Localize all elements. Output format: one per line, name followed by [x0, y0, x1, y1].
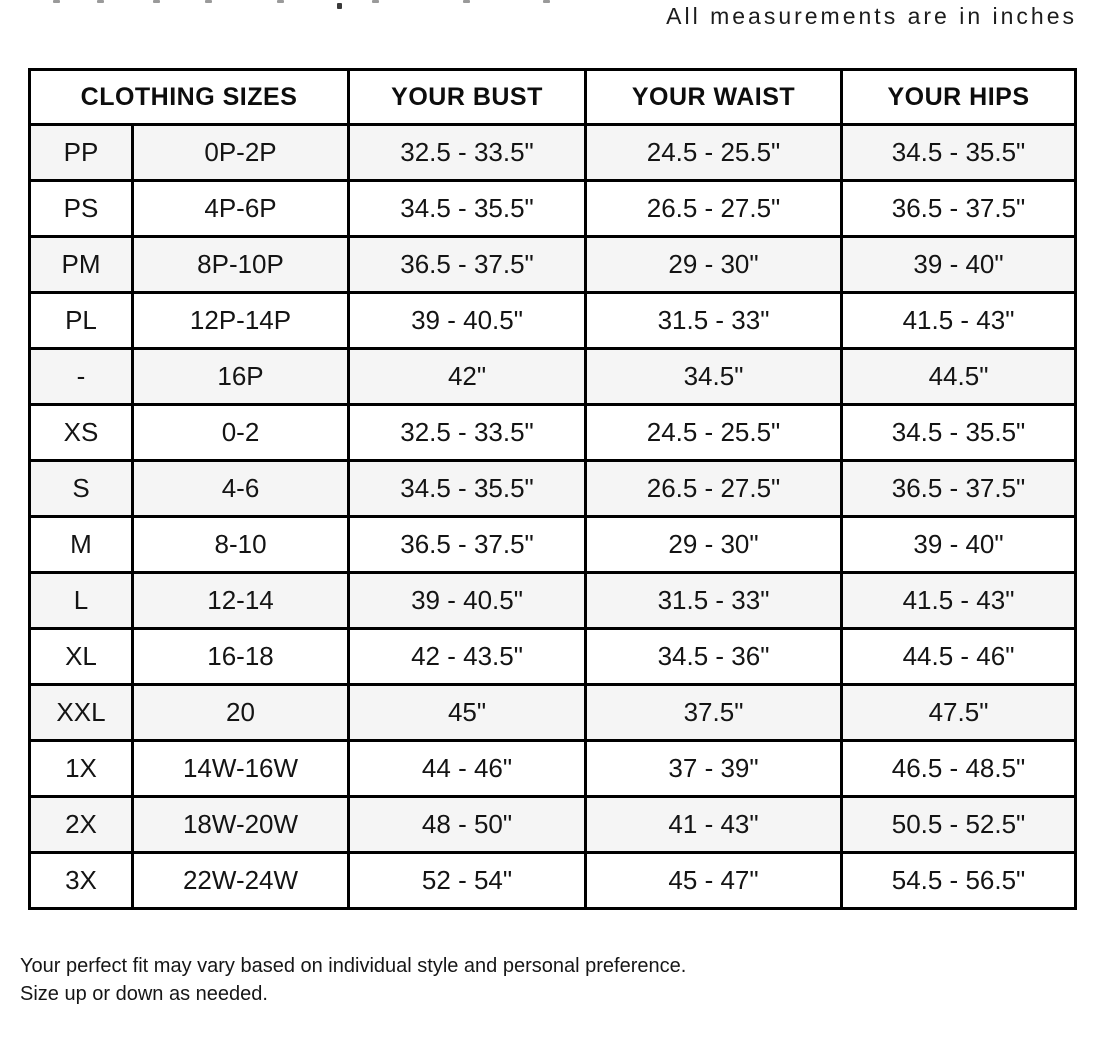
size-range-cell: 22W-24W — [133, 853, 349, 909]
hips-cell: 41.5 - 43" — [842, 573, 1076, 629]
size-range-cell: 4-6 — [133, 461, 349, 517]
waist-cell: 31.5 - 33" — [586, 293, 842, 349]
bust-cell: 42 - 43.5" — [349, 629, 586, 685]
cropped-title-fragment — [372, 0, 379, 3]
cropped-title-fragment — [205, 0, 212, 3]
table-row — [30, 853, 1076, 909]
waist-cell: 34.5 - 36" — [586, 629, 842, 685]
hips-cell: 41.5 - 43" — [842, 293, 1076, 349]
measurement-unit-note: All measurements are in inches — [666, 3, 1077, 29]
size-range-cell: 0-2 — [133, 405, 349, 461]
size-label-cell: PP — [30, 125, 133, 181]
table-row — [30, 629, 1076, 685]
table-row — [30, 237, 1076, 293]
waist-cell: 45 - 47" — [586, 853, 842, 909]
table-row — [30, 685, 1076, 741]
size-label-cell: - — [30, 349, 133, 405]
table-row — [30, 181, 1076, 237]
size-table-body — [30, 125, 1076, 909]
waist-cell: 31.5 - 33" — [586, 573, 842, 629]
hips-cell: 34.5 - 35.5" — [842, 125, 1076, 181]
bust-cell: 48 - 50" — [349, 797, 586, 853]
table-row — [30, 125, 1076, 181]
size-label-cell: 2X — [30, 797, 133, 853]
fit-disclaimer — [20, 952, 686, 1008]
size-label-cell: PL — [30, 293, 133, 349]
hips-cell: 54.5 - 56.5" — [842, 853, 1076, 909]
bust-cell: 34.5 - 35.5" — [349, 181, 586, 237]
size-label-cell: 1X — [30, 741, 133, 797]
size-range-cell: 16P — [133, 349, 349, 405]
waist-cell: 29 - 30" — [586, 237, 842, 293]
size-range-cell: 8-10 — [133, 517, 349, 573]
size-range-cell: 20 — [133, 685, 349, 741]
bust-cell: 52 - 54" — [349, 853, 586, 909]
size-label-cell: PM — [30, 237, 133, 293]
waist-cell: 34.5" — [586, 349, 842, 405]
size-range-cell: 4P-6P — [133, 181, 349, 237]
size-label-cell: S — [30, 461, 133, 517]
bust-cell: 45" — [349, 685, 586, 741]
bust-cell: 39 - 40.5" — [349, 293, 586, 349]
hips-cell: 46.5 - 48.5" — [842, 741, 1076, 797]
cropped-title-fragment — [277, 0, 284, 3]
size-chart-table — [28, 68, 1077, 910]
cropped-title-fragment — [97, 0, 104, 3]
table-row — [30, 405, 1076, 461]
size-range-cell: 8P-10P — [133, 237, 349, 293]
hips-cell: 47.5" — [842, 685, 1076, 741]
waist-cell: 37 - 39" — [586, 741, 842, 797]
size-label-cell: 3X — [30, 853, 133, 909]
size-range-cell: 12-14 — [133, 573, 349, 629]
size-range-cell: 16-18 — [133, 629, 349, 685]
clothing-sizes-header: CLOTHING SIZES — [30, 70, 349, 125]
waist-cell: 24.5 - 25.5" — [586, 125, 842, 181]
cropped-title-fragment — [153, 0, 160, 3]
bust-cell: 34.5 - 35.5" — [349, 461, 586, 517]
size-range-cell: 18W-20W — [133, 797, 349, 853]
size-range-cell: 12P-14P — [133, 293, 349, 349]
size-label-cell: XXL — [30, 685, 133, 741]
bust-cell: 36.5 - 37.5" — [349, 237, 586, 293]
hips-header: YOUR HIPS — [842, 70, 1076, 125]
table-row — [30, 461, 1076, 517]
table-row — [30, 741, 1076, 797]
cropped-title-fragment — [463, 0, 470, 3]
size-table-header — [30, 70, 1076, 125]
table-row — [30, 293, 1076, 349]
waist-cell: 26.5 - 27.5" — [586, 181, 842, 237]
bust-header: YOUR BUST — [349, 70, 586, 125]
hips-cell: 36.5 - 37.5" — [842, 181, 1076, 237]
fit-disclaimer-line2: Size up or down as needed. — [20, 983, 268, 1005]
hips-cell: 44.5" — [842, 349, 1076, 405]
bust-cell: 36.5 - 37.5" — [349, 517, 586, 573]
waist-cell: 24.5 - 25.5" — [586, 405, 842, 461]
size-range-cell: 0P-2P — [133, 125, 349, 181]
header-row — [30, 70, 1076, 125]
waist-cell: 29 - 30" — [586, 517, 842, 573]
cropped-title-fragment — [337, 3, 342, 9]
size-label-cell: L — [30, 573, 133, 629]
bust-cell: 42" — [349, 349, 586, 405]
hips-cell: 34.5 - 35.5" — [842, 405, 1076, 461]
size-label-cell: XS — [30, 405, 133, 461]
table-row — [30, 573, 1076, 629]
size-label-cell: PS — [30, 181, 133, 237]
size-label-cell: M — [30, 517, 133, 573]
table-row — [30, 797, 1076, 853]
size-range-cell: 14W-16W — [133, 741, 349, 797]
bust-cell: 44 - 46" — [349, 741, 586, 797]
fit-disclaimer-line1: Your perfect fit may vary based on individual style and personal preference. — [20, 955, 687, 977]
table-row — [30, 517, 1076, 573]
waist-cell: 37.5" — [586, 685, 842, 741]
waist-cell: 41 - 43" — [586, 797, 842, 853]
bust-cell: 32.5 - 33.5" — [349, 125, 586, 181]
cropped-title-fragment — [53, 0, 60, 3]
waist-header: YOUR WAIST — [586, 70, 842, 125]
hips-cell: 36.5 - 37.5" — [842, 461, 1076, 517]
hips-cell: 39 - 40" — [842, 237, 1076, 293]
hips-cell: 39 - 40" — [842, 517, 1076, 573]
waist-cell: 26.5 - 27.5" — [586, 461, 842, 517]
cropped-title-fragment — [543, 0, 550, 3]
hips-cell: 44.5 - 46" — [842, 629, 1076, 685]
hips-cell: 50.5 - 52.5" — [842, 797, 1076, 853]
size-label-cell: XL — [30, 629, 133, 685]
bust-cell: 32.5 - 33.5" — [349, 405, 586, 461]
table-row — [30, 349, 1076, 405]
bust-cell: 39 - 40.5" — [349, 573, 586, 629]
